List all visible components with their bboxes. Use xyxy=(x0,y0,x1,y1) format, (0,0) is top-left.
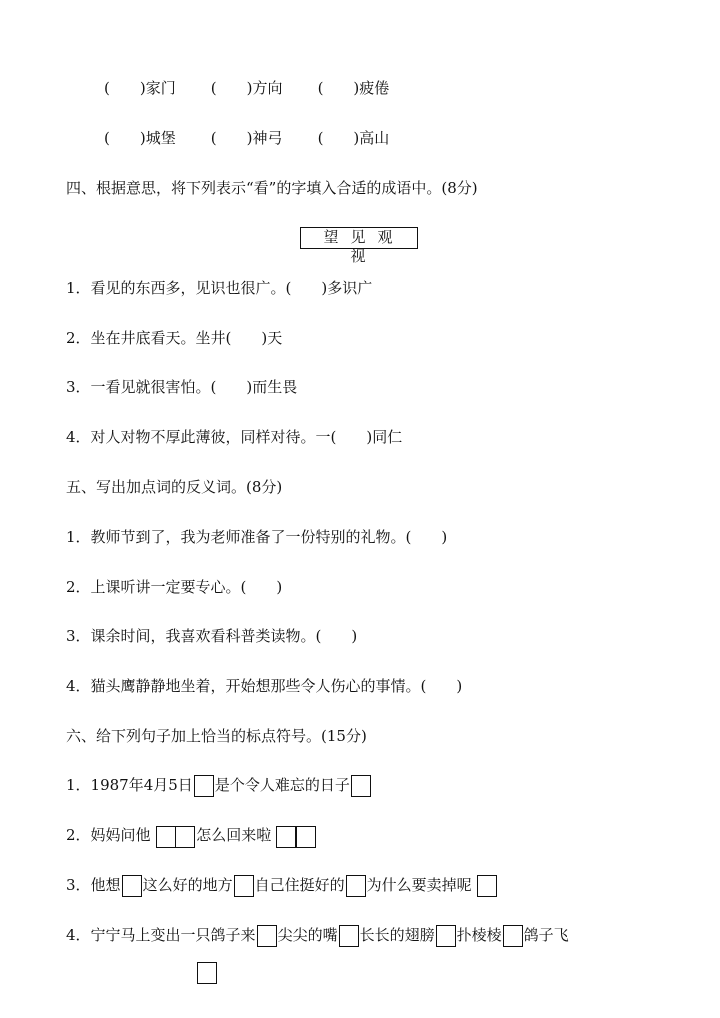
idiom-question: 3．一看见就很害怕。( )而生畏 xyxy=(66,378,298,396)
punctuation-box[interactable] xyxy=(346,875,366,897)
idiom-question: 1．看见的东西多，见识也很广。( )多识广 xyxy=(66,279,373,297)
sentence-part: 尖尖的嘴 xyxy=(277,926,338,944)
word-fill-item: ( )方向 xyxy=(210,79,283,97)
punctuation-box[interactable] xyxy=(156,826,176,848)
punctuation-box[interactable] xyxy=(194,775,214,797)
punctuation-question-2 xyxy=(66,824,317,848)
idiom-question: 2．坐在井底看天。坐井( )天 xyxy=(66,329,283,347)
antonym-question: 3．课余时间，我喜欢看科普类读物。( ) xyxy=(66,627,358,645)
sentence-part: 自己住挺好的 xyxy=(254,876,345,894)
word-fill-item: ( )疲倦 xyxy=(317,79,390,97)
word-fill-item: ( )高山 xyxy=(317,129,390,147)
punctuation-question-4-continued xyxy=(196,961,218,984)
punctuation-box[interactable] xyxy=(296,826,316,848)
punctuation-box[interactable] xyxy=(122,875,142,897)
word-fill-row-1 xyxy=(104,77,389,99)
antonym-question: 1．教师节到了，我为老师准备了一份特别的礼物。( ) xyxy=(66,528,448,546)
sentence-part: 宁宁马上变出一只鸽子来 xyxy=(90,926,256,944)
sentence-part: 他想 xyxy=(90,876,121,894)
punctuation-box[interactable] xyxy=(339,925,359,947)
punctuation-box[interactable] xyxy=(503,925,523,947)
sentence-part: 长长的翅膀 xyxy=(359,926,435,944)
punctuation-box[interactable] xyxy=(197,962,217,984)
section-4-heading: 四、根据意思，将下列表示“看”的字填入合适的成语中。(8分) xyxy=(66,179,478,197)
punctuation-question-3 xyxy=(66,874,498,897)
punctuation-box[interactable] xyxy=(276,826,296,848)
punctuation-question-1 xyxy=(66,774,372,797)
antonym-question: 2．上课听讲一定要专心。( ) xyxy=(66,578,283,596)
punctuation-box[interactable] xyxy=(477,875,497,897)
word-fill-item: ( )神弓 xyxy=(210,129,283,147)
question-number: 2． xyxy=(66,826,91,844)
punctuation-box[interactable] xyxy=(234,875,254,897)
word-fill-item: ( )家门 xyxy=(104,79,176,97)
sentence-part: 这么好的地方 xyxy=(142,876,233,894)
section-6-heading: 六、给下列句子加上恰当的标点符号。(15分) xyxy=(66,727,367,745)
antonym-question: 4．猫头鹰静静地坐着，开始想那些令人伤心的事情。( ) xyxy=(66,677,463,695)
section-5-heading: 五、写出加点词的反义词。(8分) xyxy=(66,478,283,496)
question-number: 1． xyxy=(66,776,91,794)
punctuation-box[interactable] xyxy=(257,925,277,947)
word-choice-box: 望见观视 xyxy=(300,227,418,249)
idiom-question: 4．对人对物不厚此薄彼，同样对待。一( )同仁 xyxy=(66,428,403,446)
punctuation-box[interactable] xyxy=(436,925,456,947)
punctuation-box[interactable] xyxy=(175,826,195,848)
sentence-part: 鸽子飞 xyxy=(523,926,569,944)
sentence-part: 1987年4月5日 xyxy=(90,776,193,794)
question-number: 4． xyxy=(66,926,91,944)
sentence-part: 妈妈问他 xyxy=(90,826,151,844)
punctuation-box[interactable] xyxy=(351,775,371,797)
sentence-part: 为什么要卖掉呢 xyxy=(366,876,472,894)
sentence-part: 扑棱棱 xyxy=(456,926,502,944)
punctuation-question-4 xyxy=(66,924,569,947)
question-number: 3． xyxy=(66,876,91,894)
word-fill-item: ( )城堡 xyxy=(104,129,176,147)
word-fill-row-2 xyxy=(104,127,389,149)
sentence-part: 怎么回来啦 xyxy=(196,826,272,844)
sentence-part: 是个令人难忘的日子 xyxy=(214,776,350,794)
